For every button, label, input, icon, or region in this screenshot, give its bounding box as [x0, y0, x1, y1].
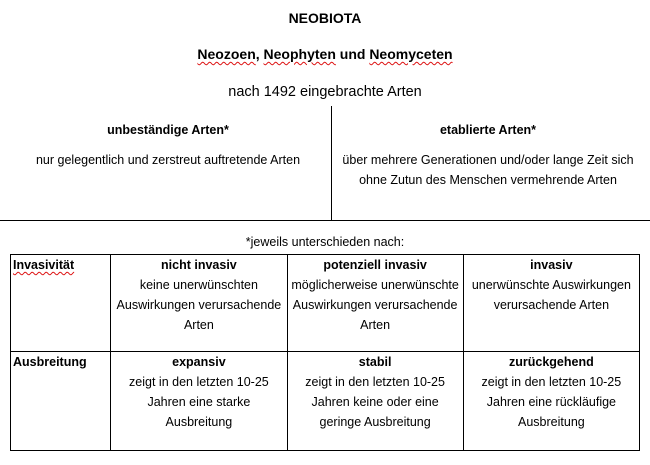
- subtitle-neozoen: Neozoen: [197, 46, 256, 62]
- cell-potenziell-invasiv: [287, 255, 463, 352]
- subtitle-separator-2: und: [335, 46, 370, 62]
- unstable-species-column: [12, 120, 324, 170]
- section-divider: [0, 220, 650, 221]
- cell-heading: potenziell invasiv: [323, 258, 427, 272]
- cell-text: zeigt in den letzten 10-25 Jahren eine starke Ausbreitung: [129, 375, 269, 429]
- document-title: NEOBIOTA: [288, 10, 362, 26]
- subtitle-neomyceten: Neomyceten: [369, 46, 453, 62]
- subtitle-neophyten: Neophyten: [263, 46, 336, 62]
- cell-invasiv: [463, 255, 639, 352]
- cell-text: zeigt in den letzten 10-25 Jahren keine oder eine geringe Ausbreitung: [305, 375, 445, 429]
- established-species-text: über mehrere Generationen und/oder lange Zeit sich ohne Zutun des Menschen vermehrende Arten: [342, 153, 634, 187]
- cell-text: keine unerwünschten Auswirkungen verursachende Arten: [116, 278, 282, 332]
- table-row-ausbreitung: [11, 352, 640, 451]
- cell-zurueckgehend: [463, 352, 639, 451]
- subtitle-separator-1: ,: [255, 46, 264, 62]
- established-species-column: [338, 120, 638, 190]
- cell-text: zeigt in den letzten 10-25 Jahren eine rückläufige Ausbreitung: [481, 375, 622, 429]
- cell-heading: zurückgehend: [509, 355, 594, 369]
- column-divider: [331, 106, 332, 220]
- classification-table: [10, 254, 640, 451]
- footnote: *jeweils unterschieden nach:: [245, 235, 405, 249]
- intro-line: nach 1492 eingebrachte Arten: [228, 84, 422, 100]
- cell-heading: expansiv: [172, 355, 226, 369]
- cell-expansiv: [111, 352, 287, 451]
- cell-text: unerwünschte Auswirkungen verursachende Arten: [471, 278, 631, 312]
- row-label-invasivitaet-text: Invasivität: [13, 258, 75, 272]
- established-species-heading: etablierte Arten*: [439, 123, 537, 137]
- unstable-species-heading: unbeständige Arten*: [107, 123, 229, 137]
- cell-stabil: [287, 352, 463, 451]
- cell-heading: stabil: [358, 355, 392, 369]
- cell-heading: invasiv: [530, 258, 573, 272]
- unstable-species-text: nur gelegentlich und zerstreut auftretende Arten: [35, 153, 301, 167]
- cell-nicht-invasiv: [111, 255, 287, 352]
- document-subtitle: [0, 46, 650, 62]
- row-label-invasivitaet: [11, 255, 111, 352]
- cell-heading: nicht invasiv: [161, 258, 237, 272]
- table-row-invasivitaet: [11, 255, 640, 352]
- cell-text: möglicherweise unerwünschte Auswirkungen verursachende Arten: [291, 278, 459, 332]
- row-label-ausbreitung: Ausbreitung: [11, 352, 111, 451]
